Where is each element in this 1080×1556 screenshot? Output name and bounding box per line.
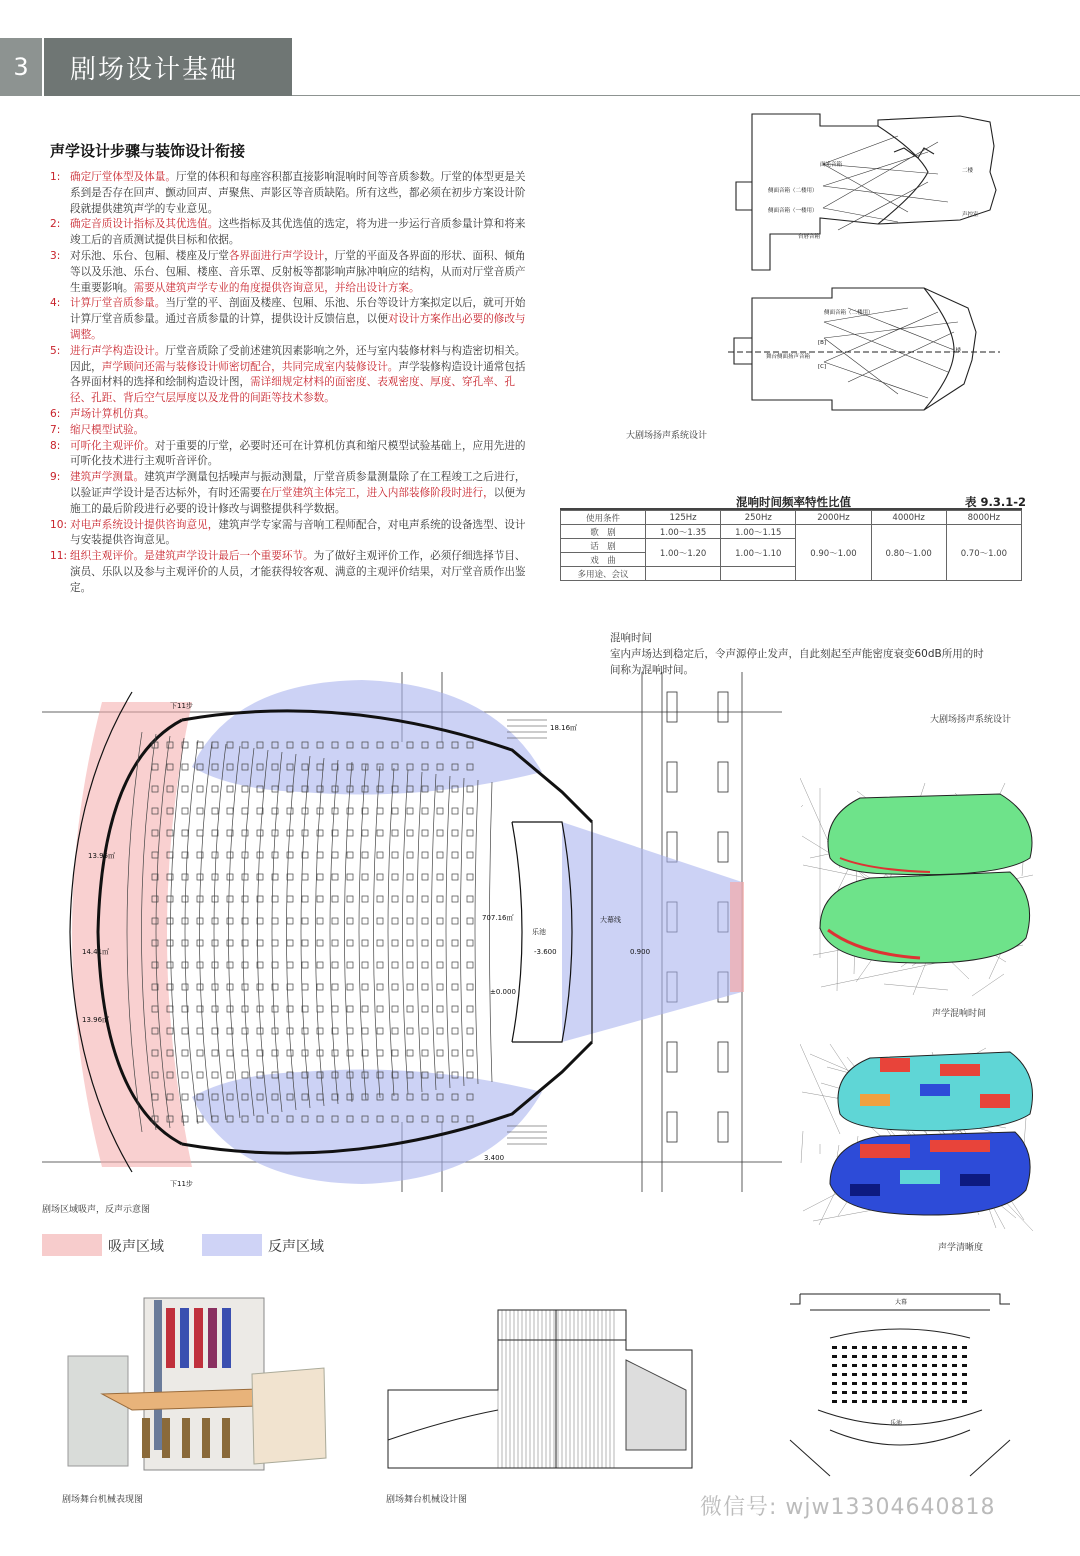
opera-125: 1.00～1.35 (646, 525, 721, 539)
mark-stairs-bottom: 下11步 (170, 1180, 193, 1188)
stage-machinery-section (386, 1300, 694, 1470)
theater-plan (42, 672, 782, 1192)
th-125: 125Hz (646, 511, 721, 525)
step-number: 1: (50, 171, 61, 183)
mark-elev-neg: -3.600 (534, 948, 557, 956)
step-text-part: 对电声系统设计提供咨询意见， (70, 518, 219, 531)
step-text-part: 为了做好主观评价工作，必须仔细选择节目、演员、乐队以及参与主观评价的人员，才能获得较客观、满意的主观评价结果，对厅堂音质作出鉴定。 (70, 550, 526, 594)
reflect-zone-top (192, 680, 542, 795)
mark-curtain: 大幕线 (600, 916, 621, 924)
label-side-speaker-2f-b: 侧面音箱（二楼用） (824, 310, 874, 316)
lighting-label-pit: 乐池 (890, 1420, 903, 1427)
step-text-part: 可听化主观评价。 (70, 439, 155, 452)
step-number: 8: (50, 439, 61, 452)
label-control-room: 声控室 (962, 212, 979, 218)
step-text-part: 各界面进行声学设计 (228, 249, 325, 262)
step-number: 10: (50, 518, 68, 531)
th-condition: 使用条件 (561, 511, 646, 525)
section-title: 声学设计步骤与装饰设计衔接 (50, 142, 246, 160)
label-side-speaker-1f: 侧面音箱（一楼用） (768, 208, 818, 214)
step-text-part: 进行声学构造设计。 (70, 344, 166, 357)
step-number: 6: (50, 407, 61, 420)
label-2f-top: 二楼 (962, 168, 974, 174)
reverb-table-number: 表 9.3.1-2 (965, 495, 1027, 509)
step-text-part: 对乐池、乐台、包厢、楼座及厅堂 (70, 249, 229, 262)
step-text (70, 549, 528, 596)
th-2000: 2000Hz (796, 511, 871, 525)
step-text-part: 以便为施工的最后阶段进行必要的设计修改与调整提供科学数据。 (70, 486, 526, 515)
step-text (70, 296, 528, 343)
step-item (50, 217, 528, 249)
step-number: 4: (50, 297, 61, 310)
xiqu-125: 1.00～1.20 (646, 539, 721, 567)
step-text-part: ，厅堂的平面及各界面的形状、面积、倾角等以及乐池、乐台、包厢、楼座、音乐罩、反射板等都影响声脉冲响应的结构，从而对厅堂音质产生重要影响。 (70, 249, 526, 294)
th-8000: 8000Hz (946, 511, 1021, 525)
label-stage-side-speaker: 舞台侧面扬声音箱 (766, 354, 811, 360)
clarity-simulation (800, 1044, 1040, 1234)
step-text-part: 建筑声学专家需与音响工程师配合，对电声系统的设备选型、设计与安装提供咨询意见。 (70, 518, 526, 547)
chapter-number: 3 (0, 38, 42, 96)
reflect-zone-bottom (192, 1070, 542, 1185)
step-text-part: 建筑声学测量。 (70, 471, 145, 484)
step-text-part: 这些指标及其优选值的选定，将为进一步运行音质参量计算和将来竣工后的音质测试提供目标和依据。 (70, 218, 526, 247)
step-number: 9: (50, 471, 61, 484)
header-rule (292, 95, 1080, 96)
step-text-part: 声场计算机仿真。 (70, 407, 155, 420)
step-number: 3: (50, 249, 61, 262)
mark-pit: 乐池 (532, 928, 546, 936)
th-4000: 4000Hz (871, 511, 946, 525)
bottom-caption-1: 剧场舞台机械表现图 (62, 1495, 144, 1505)
step-item (50, 439, 528, 471)
step-item (50, 170, 528, 217)
step-item (50, 344, 528, 407)
step-text-part: 在厅堂建筑主体完工，进入内部装修阶段时进行， (260, 486, 494, 499)
step-text (70, 518, 528, 550)
step-item (50, 249, 528, 296)
definition-title: 混响时间 (610, 632, 652, 644)
plan-caption: 剧场区域吸声，反声示意图 (42, 1205, 151, 1215)
row-drama: 话 剧 (561, 539, 646, 553)
bottom-caption-2: 剧场舞台机械设计图 (386, 1495, 468, 1505)
xiqu-250: 1.00～1.10 (721, 539, 796, 567)
legend-reflect-swatch (202, 1234, 262, 1256)
label-lip-speaker: 台唇音箱 (798, 234, 821, 240)
opera-250: 1.00～1.15 (721, 525, 796, 539)
label-side-speaker-2f: 侧面音箱（二楼用） (768, 188, 818, 194)
step-number: 5: (50, 344, 61, 357)
step-item (50, 470, 528, 517)
lighting-label-curtain: 大幕 (895, 1299, 908, 1306)
mark-area-b: 13.96㎡ (82, 1016, 110, 1024)
step-text-part: 厅堂音质除了受前述建筑因素影响之外，还与室内装修材料与构造密切相关。因此， (70, 344, 526, 373)
step-text-part: 组织主观评价。是建筑声学设计最后一个重要环节。 (70, 550, 314, 563)
step-text-part: 确定厅堂体型及体量。 (70, 171, 176, 183)
step-text-part: 对设计方案作出必要的修改与调整。 (70, 313, 526, 341)
step-item (50, 549, 528, 596)
mark-stairs-top: 下11步 (170, 702, 193, 710)
label-b: [B] (818, 340, 827, 346)
step-text-part: 缩尺模型试验。 (70, 423, 145, 436)
row-multi: 多用途、会议 (561, 567, 646, 581)
legend-absorb-swatch (42, 1234, 102, 1256)
step-item (50, 518, 528, 550)
row-opera: 歌 剧 (561, 525, 646, 539)
step-text-part: 需要从建筑声学专业的角度提供咨询意见，并给出设计方案。 (133, 281, 420, 294)
mark-area: 707.16㎡ (482, 914, 514, 922)
sound-system-figure (728, 112, 1000, 442)
right-top-caption: 大剧场扬声系统设计 (930, 715, 1012, 725)
chapter-title: 剧场设计基础 (44, 38, 292, 96)
label-c: [C] (818, 364, 827, 370)
step-text-part: 需详细规定材料的面密度、表观密度、厚度、穿孔率、孔径、孔距、背后空气层厚度以及龙骨的间距等技术参数。 (70, 376, 515, 405)
hf-4000: 0.80～1.00 (871, 525, 946, 581)
step-text-part: 确定音质设计指标及其优选值。 (70, 218, 219, 231)
step-item (50, 423, 528, 439)
reverb-table-title: 混响时间频率特性比值 (736, 495, 851, 509)
step-text (70, 470, 528, 517)
reverb-simulation (800, 778, 1040, 998)
legend-reflect-label: 反声区域 (268, 1239, 324, 1255)
row-xiqu: 戏 曲 (561, 553, 646, 567)
mark-elev-0: ±0.000 (490, 988, 516, 996)
step-text (70, 423, 528, 439)
step-text (70, 344, 528, 407)
lighting-plan (770, 1290, 1040, 1480)
step-item (50, 407, 528, 423)
step-text (70, 249, 528, 296)
hf-8000: 0.70～1.00 (946, 525, 1021, 581)
step-text (70, 439, 528, 471)
stage-machinery-render (62, 1278, 332, 1478)
label-face-speaker: 面光音箱 (820, 162, 843, 168)
watermark: 微信号: wjw13304640818 (700, 1495, 996, 1520)
step-number: 2: (50, 218, 61, 231)
sim2-caption: 声学清晰度 (938, 1243, 984, 1253)
reverb-definition (610, 630, 990, 678)
step-text-part: 当厅堂的平、剖面及楼座、包厢、乐池、乐台等设计方案拟定以后，就可开始计算厅堂音质参量。通过音质参量的计算，提供设计反馈信息，以便 (70, 297, 526, 326)
step-text-part: 厅堂的体积和每座容积都直接影响混响时间等音质参数。厅堂的体型更是关系到是否存在回声、颤动回声、声聚焦、声影区等音质缺陷。所有这些，都必须在初步方案设计阶段就提供建筑声学的专业意见。 (70, 171, 526, 215)
step-number: 11: (50, 550, 68, 563)
label-2f-bottom: 二楼 (950, 348, 962, 354)
mark-area-a: 13.95㎡ (88, 852, 116, 860)
sim1-caption: 声学混响时间 (932, 1009, 987, 1019)
step-number: 7: (50, 423, 61, 436)
step-text-part: 声学装修构造设计通常包括各界面材料的选择和绘制构造设计图， (70, 360, 526, 389)
legend-absorb-label: 吸声区域 (108, 1239, 164, 1255)
mark-area-c: 14.41㎡ (82, 948, 110, 956)
hf-2000: 0.90～1.00 (796, 525, 871, 581)
step-text (70, 217, 528, 249)
step-text-part: 声学顾问还需与装修设计师密切配合，共同完成室内装修设计。 (101, 360, 399, 373)
mark-elev-0900: 0.900 (630, 948, 651, 956)
reflect-zone-stage (562, 822, 742, 1042)
step-text (70, 407, 528, 423)
reverb-table (560, 508, 1022, 581)
sound-system-caption: 大剧场扬声系统设计 (626, 431, 708, 441)
definition-body: 室内声场达到稳定后，令声源停止发声，自此刻起至声能密度衰变60dB所用的时间称为混响时间。 (610, 648, 984, 676)
step-text-part: 建筑声学测量包括噪声与振动测量，厅堂音质参量测量除了在工程竣工之后进行，以验证声学设计是否达标外，有时还需要 (70, 471, 526, 499)
mark-area-d: 18.16㎡ (550, 724, 578, 732)
design-steps-list (50, 170, 528, 597)
step-text (70, 170, 528, 217)
step-item (50, 296, 528, 343)
step-text-part: 对于重要的厅堂，必要时还可在计算机仿真和缩尺模型试验基础上，应用先进的可听化技术进行主观听音评价。 (70, 439, 526, 468)
step-text-part: 计算厅堂音质参量。 (70, 297, 166, 310)
th-250: 250Hz (721, 511, 796, 525)
mark-elev-3400: 3.400 (484, 1154, 505, 1162)
